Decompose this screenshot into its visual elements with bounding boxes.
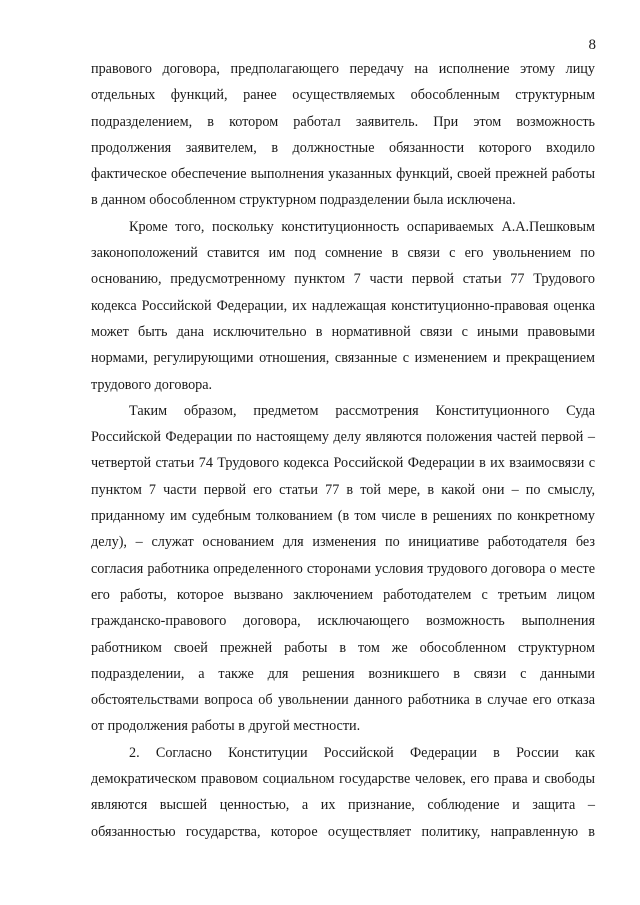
paragraph-section-2: 2. Согласно Конституции Российской Федерации в России как демократическом правовом социальном государстве человек, его права и свободы являются высшей ценностью, а их признание, соблюдение и защита – обязанностью государства, которое осуществляет политику, направленную в <box>91 744 595 840</box>
paragraph-constitutionality: Кроме того, поскольку конституционность оспариваемых А.А.Пешковым законоположений ставится им под сомнение в связи с его увольнением по основанию, предусмотренному пунктом 7 части первой статьи 77 Трудового кодекса Российской Федерации, их надлежащая конституционно-правовая оценка может быть дана исключительно в нормативной связи с иными правовыми нормами, регулирующими отношения, связанные с изменением и прекращением трудового договора. <box>91 218 595 393</box>
paragraph-continuation: правового договора, предполагающего передачу на исполнение этому лицу отдельных функций, ранее осуществляемых обособленным структурным подразделением, в котором работал заявитель. При этом возможность продолжения заявителем, в должностные обязанности которого входило фактическое обеспечение выполнения указанных функций, своей прежней работы в данном обособленном структурном подразделении была исключена. <box>91 61 595 209</box>
page-number: 8 <box>588 37 596 53</box>
document-body <box>91 56 595 845</box>
paragraph-subject-of-review: Таким образом, предметом рассмотрения Конституционного Суда Российской Федерации по настоящему делу являются положения частей первой – четвертой статьи 74 Трудового кодекса Российской Федерации в их взаимосвязи с пунктом 7 части первой его статьи 77 в той мере, в какой они – по смыслу, приданному им судебным толкованием (в том числе в решениях по конкретному делу), – служат основанием для изменения по инициативе работодателя без согласия работника определенного сторонами условия трудового договора о месте его работы, которое вызвано заключением работодателем с третьим лицом гражданско-правового договора, исключающего возможность выполнения работником своей прежней работы в том же обособленном структурном подразделении, а также для решения возникшего в связи с данными обстоятельствами вопроса об увольнении данного работника в случае его отказа от продолжения работы в другой местности. <box>91 402 595 735</box>
